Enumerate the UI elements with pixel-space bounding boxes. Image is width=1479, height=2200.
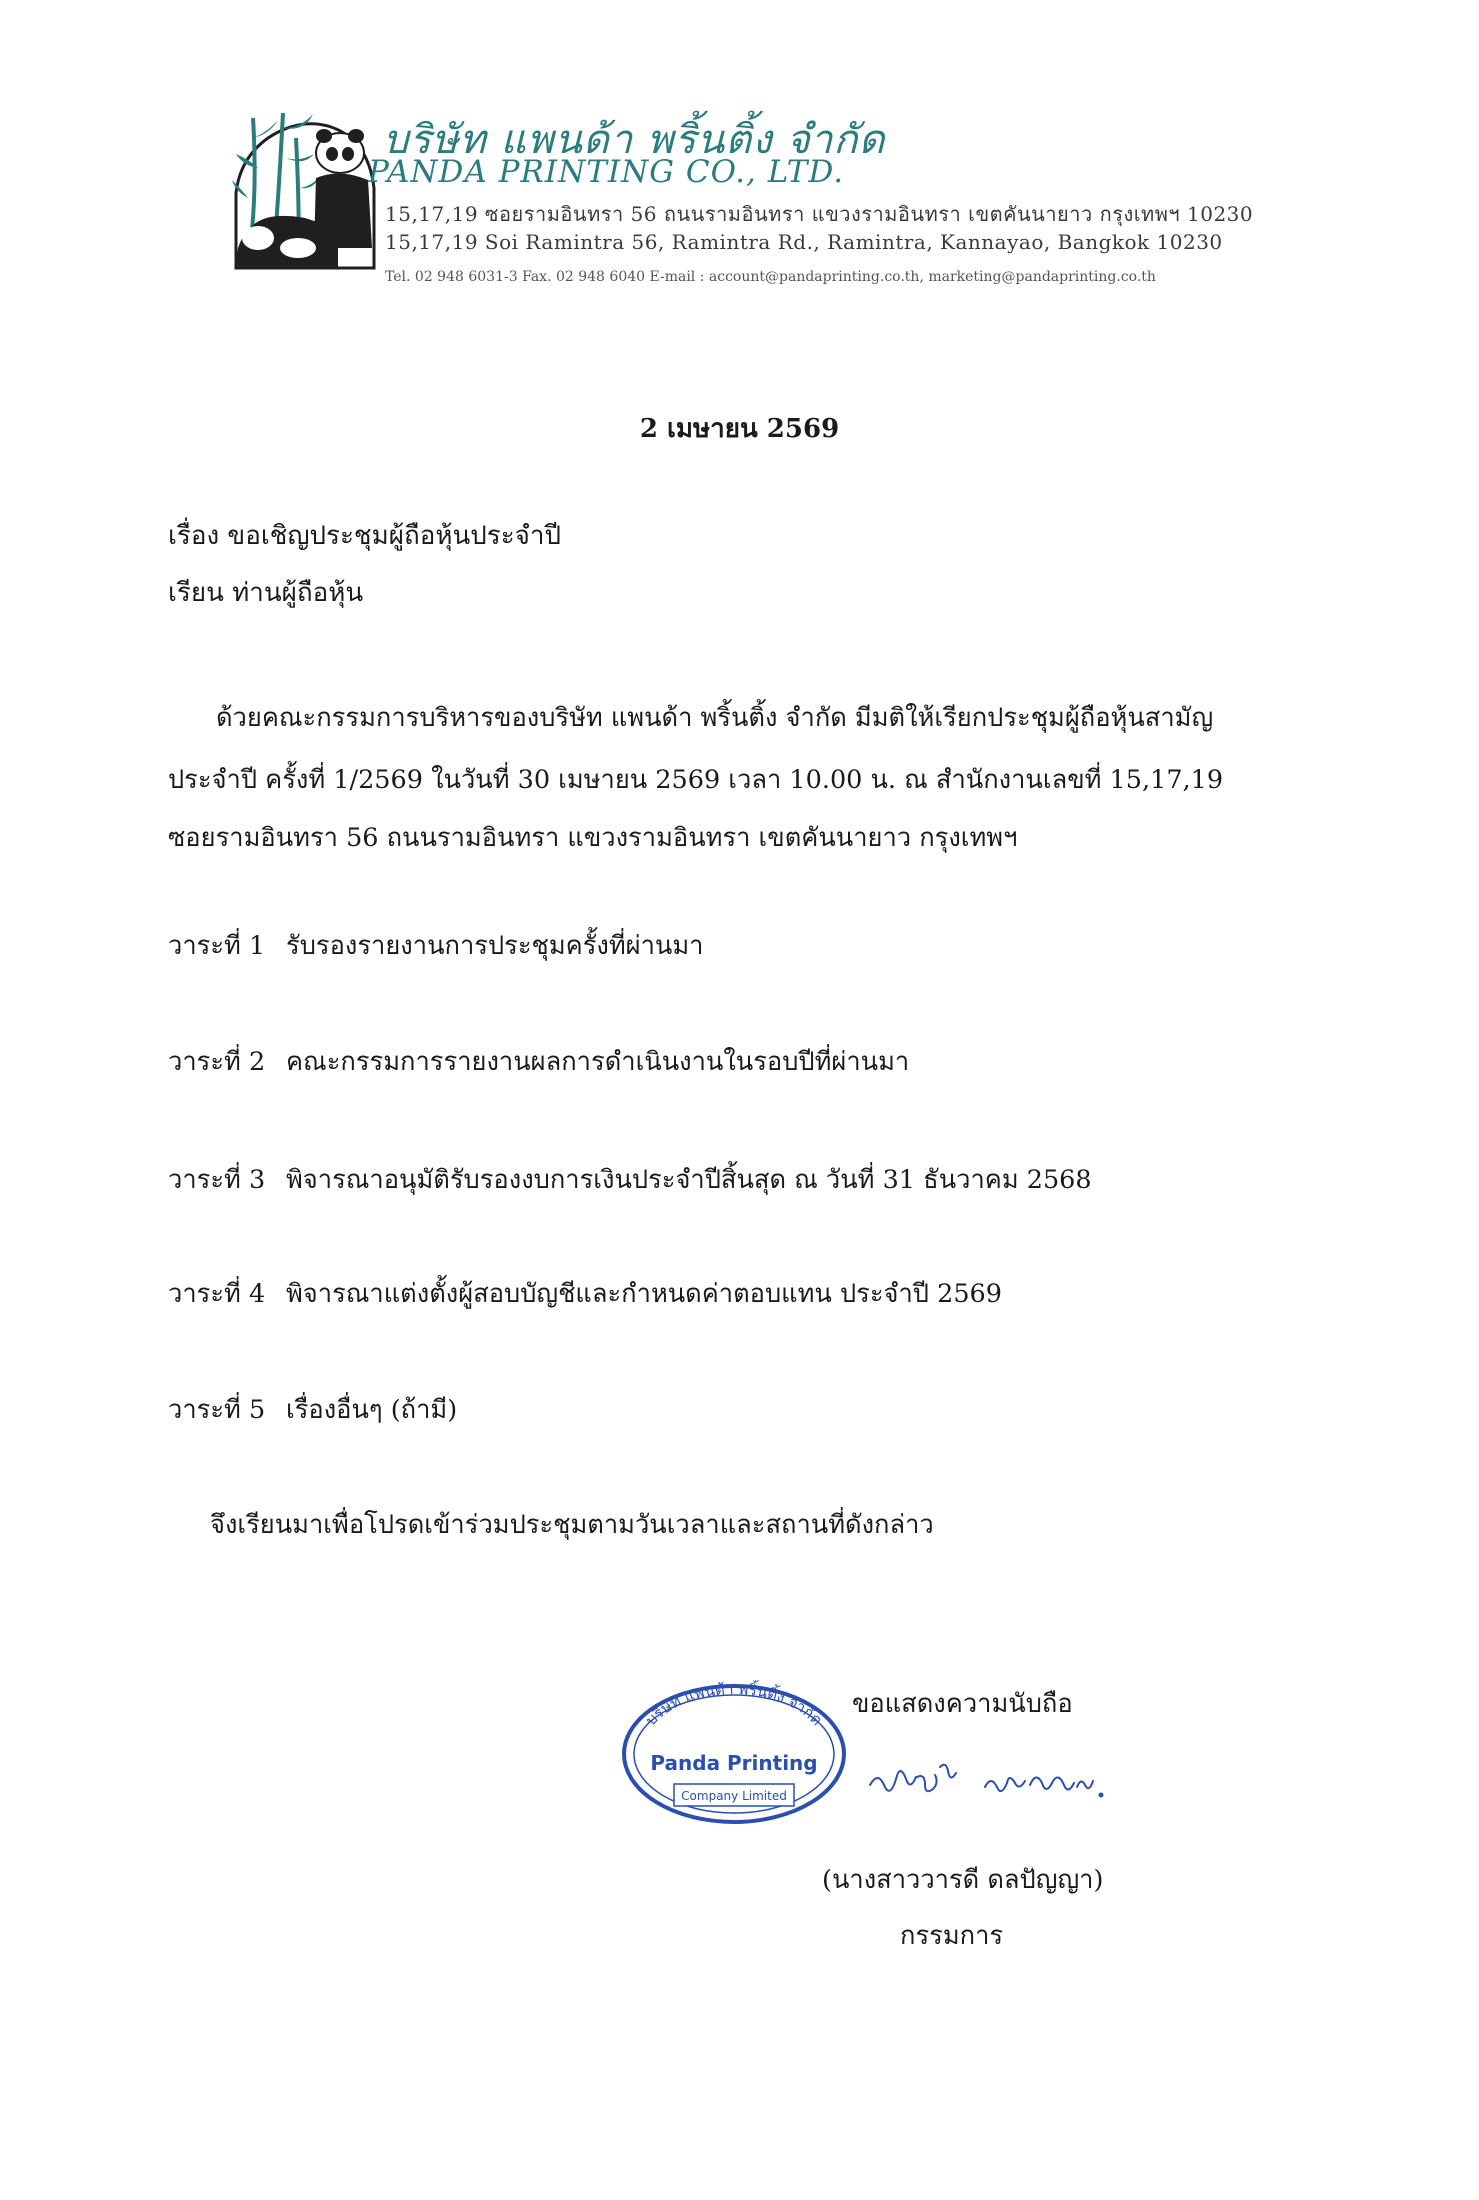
agenda-item xyxy=(168,1390,457,1430)
stamp-top-text: บริษัท แพนด้า พริ้นติ้ง จำกัด xyxy=(641,1680,827,1730)
letter-date: 2 เมษายน 2569 xyxy=(639,414,840,444)
letter-subject: เรื่อง ขอเชิญประชุมผู้ถือหุ้นประจำปี xyxy=(168,521,561,551)
company-logo xyxy=(228,98,376,274)
agenda-text: เรื่องอื่นๆ (ถ้ามี) xyxy=(286,1395,458,1425)
agenda-label: วาระที่ 4 xyxy=(168,1279,266,1309)
regards-line: ขอแสดงความนับถือ xyxy=(852,1689,1073,1719)
body-line: ด้วยคณะกรรมการบริหารของบริษัท แพนด้า พริ้นติ้ง จำกัด มีมติให้เรียกประชุมผู้ถือหุ้นสามัญ xyxy=(216,703,1214,733)
handwritten-signature xyxy=(865,1745,1115,1815)
contact-line: Tel. 02 948 6031-3 Fax. 02 948 6040 E-mail : account@pandaprinting.co.th, marketing@pandaprinting.co.th xyxy=(385,269,1156,285)
closing-sentence: จึงเรียนมาเพื่อโปรดเข้าร่วมประชุมตามวันเวลาและสถานที่ดังกล่าว xyxy=(210,1510,934,1540)
company-name-english: PANDA PRINTING CO., LTD. xyxy=(368,154,845,190)
address-thai: 15,17,19 ซอยรามอินทรา 56 ถนนรามอินทรา แขวงรามอินทรา เขตคันนายาว กรุงเทพฯ 10230 xyxy=(385,202,1254,226)
agenda-label: วาระที่ 2 xyxy=(168,1047,266,1077)
address-english: 15,17,19 Soi Ramintra 56, Ramintra Rd., Ramintra, Kannayao, Bangkok 10230 xyxy=(385,230,1223,254)
stamp-middle-text: Panda Printing xyxy=(650,1751,818,1775)
company-name-thai: บริษัท แพนด้า พริ้นติ้ง จำกัด xyxy=(383,117,886,163)
agenda-label: วาระที่ 3 xyxy=(168,1165,266,1195)
panda-bamboo-logo-icon xyxy=(228,98,376,274)
agenda-item xyxy=(168,926,704,966)
agenda-text: พิจารณาแต่งตั้งผู้สอบบัญชีและกำหนดค่าตอบแทน ประจำปี 2569 xyxy=(286,1279,1002,1309)
company-seal-icon xyxy=(618,1680,850,1828)
agenda-label: วาระที่ 5 xyxy=(168,1395,266,1425)
signer-position: กรรมการ xyxy=(900,1921,1004,1951)
company-stamp xyxy=(618,1680,850,1828)
agenda-text: พิจารณาอนุมัติรับรองงบการเงินประจำปีสิ้นสุด ณ วันที่ 31 ธันวาคม 2568 xyxy=(286,1165,1092,1195)
stamp-bottom-text: Company Limited xyxy=(681,1789,787,1803)
body-line: ประจำปี ครั้งที่ 1/2569 ในวันที่ 30 เมษายน 2569 เวลา 10.00 น. ณ สำนักงานเลขที่ 15,17,19 xyxy=(168,765,1224,795)
svg-text:บริษัท แพนด้า พริ้นติ้ง จำกัด xyxy=(642,1680,826,1729)
agenda-item xyxy=(168,1042,909,1082)
letter-recipient: เรียน ท่านผู้ถือหุ้น xyxy=(168,578,364,608)
agenda-text: รับรองรายงานการประชุมครั้งที่ผ่านมา xyxy=(286,931,704,961)
agenda-label: วาระที่ 1 xyxy=(168,931,266,961)
body-line: ซอยรามอินทรา 56 ถนนรามอินทรา แขวงรามอินทรา เขตคันนายาว กรุงเทพฯ xyxy=(168,823,1018,853)
agenda-item xyxy=(168,1274,1002,1314)
signer-name: (นางสาววารดี ดลปัญญา) xyxy=(822,1865,1104,1895)
agenda-item xyxy=(168,1160,1092,1200)
signature-icon xyxy=(865,1745,1115,1815)
agenda-text: คณะกรรมการรายงานผลการดำเนินงานในรอบปีที่ผ่านมา xyxy=(286,1047,910,1077)
